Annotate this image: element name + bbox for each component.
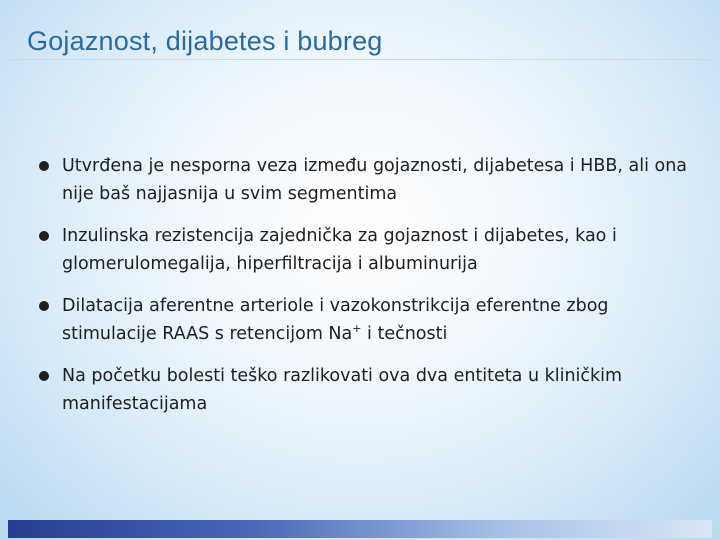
bullet-item xyxy=(38,292,698,348)
bullet-item xyxy=(38,152,698,208)
bullet-text: Na početku bolesti teško razlikovati ova dva entiteta u kliničkim manifestacijama xyxy=(62,366,623,414)
bullet-item xyxy=(38,222,698,278)
bullet-dot-icon xyxy=(39,161,49,171)
title-divider xyxy=(8,59,712,60)
footer-gradient-bar xyxy=(8,520,712,538)
bullet-dot-icon xyxy=(39,371,49,381)
bullet-dot-icon xyxy=(39,301,49,311)
bullet-text: Inzulinska rezistencija zajednička za gojaznost i dijabetes, kao i glomerulomegalija, hiperfiltracija i albuminurija xyxy=(62,226,617,274)
bullet-text-continued: i tečnosti xyxy=(361,324,448,344)
bullet-text: Dilatacija aferentne arteriole i vazokonstrikcija eferentne zbog stimulacije RAAS s retencijom Na xyxy=(62,296,609,344)
bullet-dot-icon xyxy=(39,231,49,241)
bullet-text: Utvrđena je nesporna veza između gojaznosti, dijabetesa i HBB, ali ona nije baš najjasnija u svim segmentima xyxy=(62,156,688,204)
bullet-list xyxy=(38,152,698,432)
slide-title: Gojaznost, dijabetes i bubreg xyxy=(27,26,383,56)
sodium-charge-superscript: + xyxy=(352,322,362,336)
bullet-item xyxy=(38,362,698,418)
